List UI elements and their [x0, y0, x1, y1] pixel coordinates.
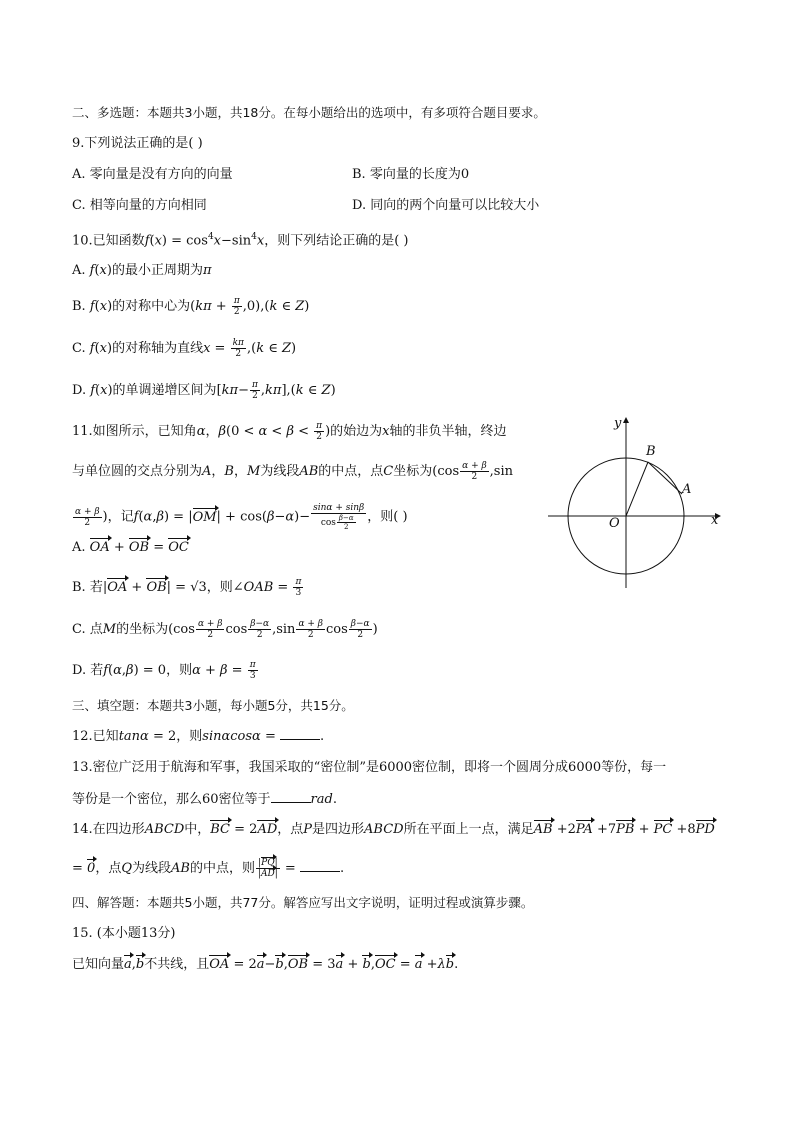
question-11-option-d: D. 若f(α,β) = 0，则α + β = $\frac{\pi}{3}$	[72, 660, 256, 681]
label-x: x	[711, 513, 719, 528]
answer-blank-13	[271, 790, 311, 803]
question-10-option-c: C. f(x)的对称轴为直线x = $\frac{k\pi}{2}$ ,(k ∈ Z)	[72, 338, 297, 359]
unit-circle-svg	[545, 413, 725, 593]
question-15-stem: 已知向量a,b不共线，且OA = 2a−b,OB = 3a + b,OC = a +λb.	[72, 957, 459, 972]
question-10-option-b: B. f(x)的对称中心为(kπ + $\frac{\pi}{2}$ ,0),(k ∈ Z)	[72, 296, 310, 317]
question-12: 12.已知tanα = 2，则sinαcosα = .	[72, 729, 325, 744]
question-11-option-a: A. OA + OB = OC	[72, 540, 189, 555]
question-11-line-3: $\frac{\alpha + \beta}{2}$ )，记f(α,β) = |OM| + cos(β−α)− sinα + sinβ cos $\frac{\beta-\alpha}{2}$ ，则( )	[75, 503, 408, 531]
question-10-stem: 10.已知函数$f(x) = \cos^4x-\sin^4x$，则下列结论正确的是( )	[72, 232, 409, 249]
question-11-option-b: B. 若|OA + OB| = √3，则∠OAB = $\frac{\pi}{3}$	[72, 577, 302, 598]
question-9-option-c: C. 相等向量的方向相同	[72, 198, 207, 213]
question-11-option-c: C. 点M的坐标为(cos $\frac{\alpha + \beta}{2}$ cos $\frac{\beta-\alpha}{2}$ ,sin $\frac{\alpha + \beta}{2}$ cos $\frac{\beta-\alpha}{2}$ )	[72, 619, 378, 640]
unit-circle-diagram	[545, 413, 725, 593]
question-11-line-2: 与单位圆的交点分别为A，B，M为线段AB的中点，点C坐标为(cos $\frac{\alpha + \beta}{2}$ ,sin	[72, 461, 514, 482]
section-heading-fill-in: 三、填空题：本题共3小题，每小题5分，共15分。	[72, 698, 354, 713]
question-9-option-a: A. 零向量是没有方向的向量	[72, 167, 233, 182]
question-13-line-2: 等份是一个密位，那么60密位等于 rad.	[72, 792, 337, 807]
question-9-option-b: B. 零向量的长度为0	[352, 167, 470, 182]
question-11-line-1: 11.如图所示，已知角α，β(0 < α < β < $\frac{\pi}{2}$ )的始边为x轴的非负半轴，终边	[72, 421, 507, 442]
section-heading-solutions: 四、解答题：本题共5小题，共77分。解答应写出文字说明，证明过程或演算步骤。	[72, 895, 534, 910]
answer-blank-14	[300, 859, 340, 872]
question-13-line-1: 13.密位广泛用于航海和军事，我国采取的“密位制”是6000密位制，即将一个圆周分成6000等份，每一	[72, 760, 667, 775]
label-y: y	[614, 416, 622, 431]
section-heading-multiple-choice: 二、多选题：本题共3小题，共18分。在每小题给出的选项中，有多项符合题目要求。	[72, 105, 546, 120]
question-14-line-1: 14.在四边形ABCD中，BC = 2AD，点P是四边形ABCD所在平面上一点，满足AB +2PA +7PB + PC +8PD	[72, 822, 715, 837]
label-b: B	[646, 444, 656, 459]
question-10-option-a: A. f(x)的最小正周期为π	[72, 263, 212, 278]
label-o: O	[609, 516, 620, 531]
segment-ob	[626, 462, 648, 516]
question-9-stem: 9.下列说法正确的是( )	[72, 136, 203, 151]
question-15-title: 15. (本小题13分)	[72, 926, 176, 941]
question-9-option-d: D. 同向的两个向量可以比较大小	[352, 198, 540, 213]
question-10-option-d: D. f(x)的单调递增区间为[kπ− $\frac{\pi}{2}$ ,kπ],(k ∈ Z)	[72, 380, 336, 401]
answer-blank-12	[280, 727, 320, 740]
question-14-line-2: = 0，点Q为线段AB的中点，则 $\frac{|PQ|}{|AD|}$ = .	[72, 858, 345, 879]
segment-ab	[648, 462, 682, 494]
label-a: A	[682, 482, 692, 497]
